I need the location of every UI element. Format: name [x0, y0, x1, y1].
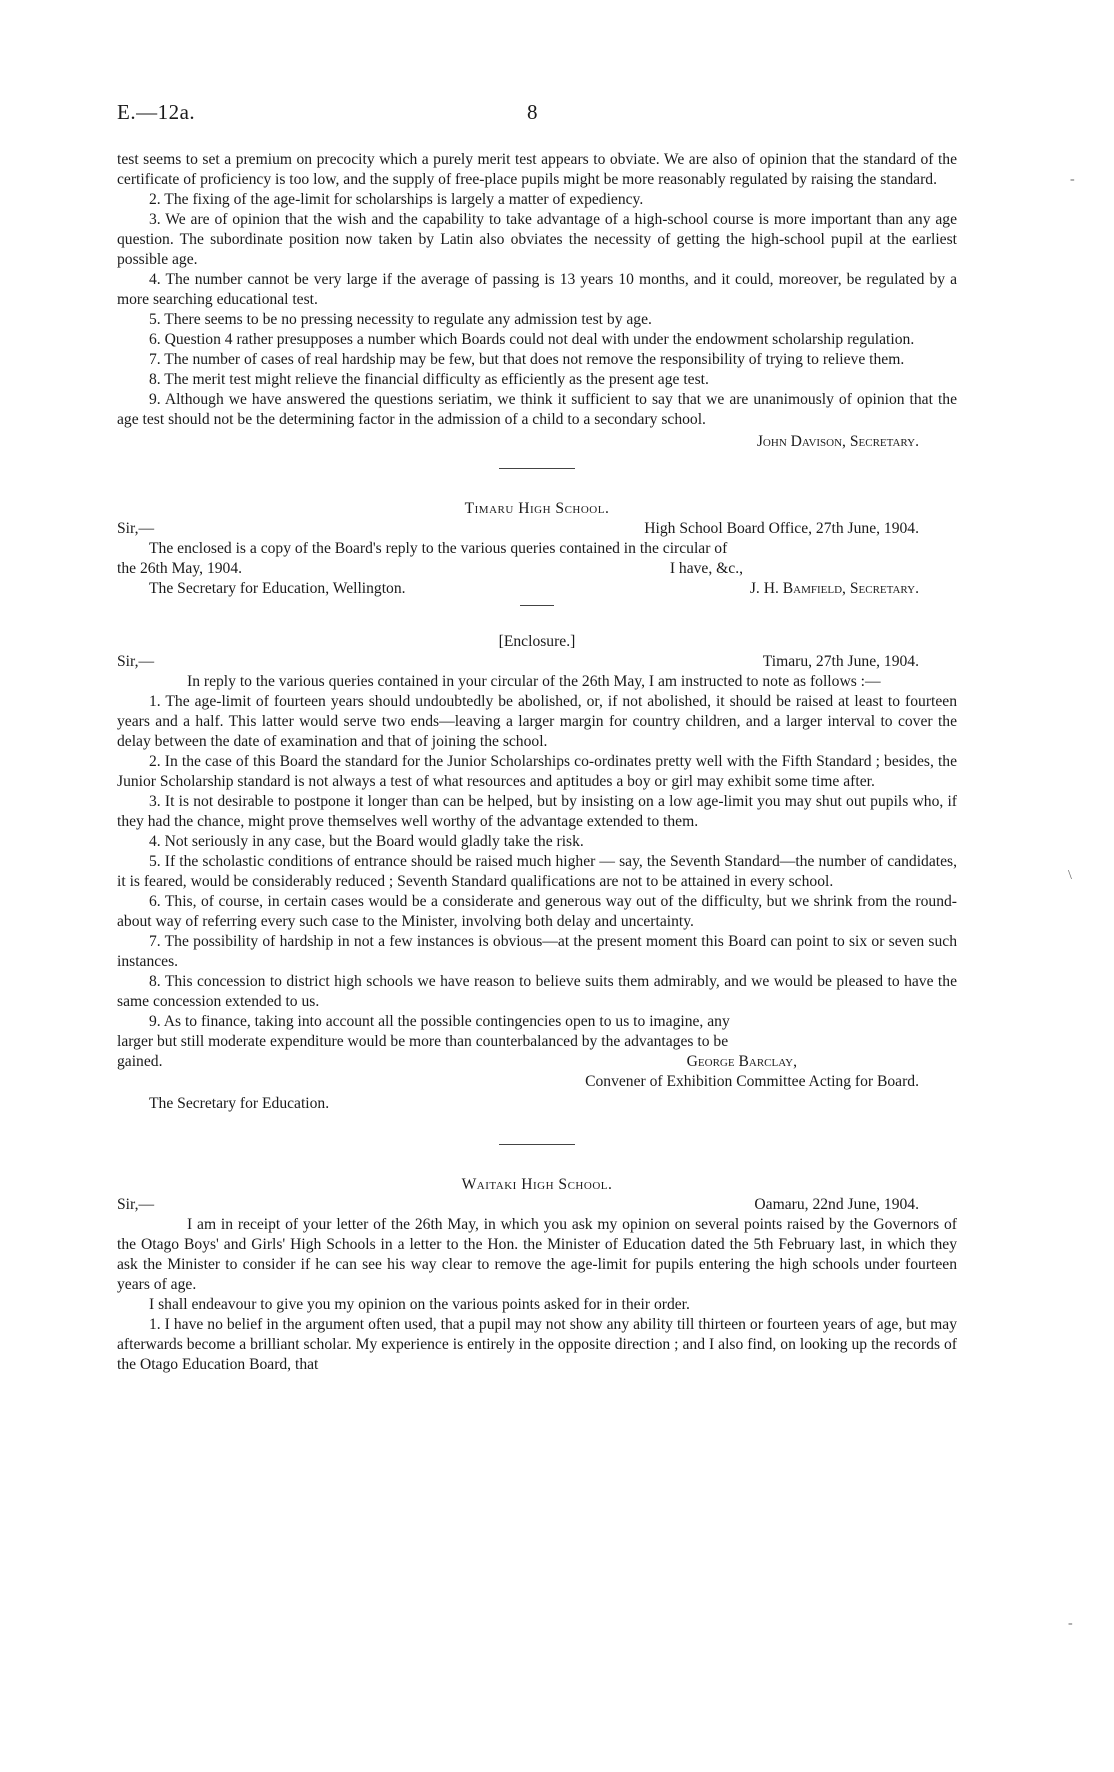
- paragraph: I shall endeavour to give you my opinion on the various points asked for in their order.: [149, 1296, 690, 1313]
- waitaki-letter: [117, 1175, 957, 1375]
- salutation-row: [117, 1195, 957, 1215]
- paragraph: 8. The merit test might relieve the financial difficulty as efficiently as the present age test.: [149, 371, 709, 388]
- margin-mark: -: [1068, 1616, 1073, 1631]
- signature-name: George Barclay,: [686, 1053, 797, 1070]
- paragraph: 2. The fixing of the age-limit for scholarships is largely a matter of expediency.: [149, 191, 644, 208]
- paragraph: test seems to set a premium on precocity which a purely merit test appears to obviate. We are also of opinion that the standard of the certificate of proficiency is too low, and the supply of free-place pupils might be more reasonably regulated by raising the standard.: [117, 151, 957, 188]
- paragraph: 3. It is not desirable to postpone it longer than can be helped, but by insisting on a low age-limit you may shut out pupils who, if they had the chance, might prove themselves well worthy of the advantage extended to them.: [117, 793, 957, 830]
- timaru-letter: [117, 499, 957, 599]
- paragraph-line: 9. As to finance, taking into account all the possible contingencies open to us to imagine, any: [149, 1013, 730, 1030]
- margin-mark: -: [1070, 172, 1075, 187]
- paragraph: 4. The number cannot be very large if the average of passing is 13 years 10 months, and it could, moreover, be regulated by a more searching educational test.: [117, 271, 957, 308]
- paragraph: The enclosed is a copy of the Board's reply to the various queries contained in the circular of: [149, 540, 728, 557]
- text-fragment: gained.: [117, 1053, 163, 1070]
- salutation: Sir,—: [117, 520, 155, 537]
- section-divider: [520, 605, 554, 606]
- section-title: Timaru High School.: [464, 500, 610, 517]
- letter-address: High School Board Office, 27th June, 1904.: [644, 520, 919, 537]
- paragraph: 5. There seems to be no pressing necessity to regulate any admission test by age.: [149, 311, 652, 328]
- margin-mark: \: [1068, 868, 1072, 883]
- place-date: Timaru, 27th June, 1904.: [762, 653, 919, 670]
- paragraph: 7. The possibility of hardship in not a few instances is obvious—at the present moment this Board can point to six or seven such instances.: [117, 933, 957, 970]
- closing: I have, &c.,: [669, 560, 743, 577]
- enclosure: [117, 632, 957, 1114]
- paragraph: In reply to the various queries contained in your circular of the 26th May, I am instructed to note as follows :—: [187, 673, 881, 690]
- signature-title: Convener of Exhibition Committee Acting for Board.: [585, 1073, 919, 1090]
- paragraph: 7. The number of cases of real hardship may be few, but that does not remove the responsibility of trying to relieve them.: [149, 351, 905, 368]
- addressee: The Secretary for Education.: [149, 1095, 330, 1112]
- paragraph: 8. This concession to district high schools we have reason to believe suits them admirably, and we would be pleased to have the same concession extended to us.: [117, 973, 957, 1010]
- paragraph: 3. We are of opinion that the wish and the capability to take advantage of a high-school course is more important than any age question. The subordinate position now taken by Latin also obviates the necessity of getting the high-school pupil at the earliest possible age.: [117, 211, 957, 268]
- closing-row: [117, 1052, 957, 1072]
- addressee-row: [117, 579, 957, 599]
- davison-reply: [117, 150, 957, 452]
- section-title: [Enclosure.]: [498, 633, 576, 650]
- place-date: Oamaru, 22nd June, 1904.: [754, 1196, 919, 1213]
- closing-row: [117, 559, 957, 579]
- paragraph: 1. The age-limit of fourteen years should undoubtedly be abolished, or, if not abolished, it should be raised at least to fourteen years and a half. This latter would serve two ends—leaving a larger margin for country children, and a larger interval to cover the delay between the date of examination and that of joining the school.: [117, 693, 957, 750]
- paragraph: 6. Question 4 rather presupposes a number which Boards could not deal with under the endowment scholarship regulation.: [149, 331, 915, 348]
- paragraph: 1. I have no belief in the argument often used, that a pupil may not show any ability till thirteen or fourteen years of age, but may afterwards become a brilliant scholar. My experience is entirely in the opposite direction ; and I also find, on looking up the records of the Otago Education Board, that: [117, 1316, 957, 1373]
- section-divider: [499, 1144, 575, 1145]
- paragraph-line: larger but still moderate expenditure would be more than counterbalanced by the advantages to be: [117, 1033, 729, 1050]
- salutation-row: [117, 652, 957, 672]
- page-number: 8: [527, 100, 538, 124]
- addressee: The Secretary for Education, Wellington.: [149, 580, 406, 597]
- paragraph: 6. This, of course, in certain cases would be a considerate and generous way out of the difficulty, but we shrink from the round-about way of referring every such case to the Minister, involving both delay and uncertainty.: [117, 893, 957, 930]
- signature: J. H. Bamfield, Secretary.: [749, 580, 919, 597]
- section-title: Waitaki High School.: [461, 1176, 613, 1193]
- paragraph: 5. If the scholastic conditions of entrance should be raised much higher — say, the Seventh Standard—the number of candidates, it is feared, would be considerably reduced ; Seventh Standard qualifications are not to be attained in every school.: [117, 853, 957, 890]
- salutation: Sir,—: [117, 1196, 155, 1213]
- paragraph: 4. Not seriously in any case, but the Board would gladly take the risk.: [149, 833, 584, 850]
- paragraph: I am in receipt of your letter of the 26th May, in which you ask my opinion on several points raised by the Governors of the Otago Boys' and Girls' High Schools in a letter to the Hon. the Minister of Education dated the 5th February last, in which they ask the Minister to consider if he can see his way clear to remove the age-limit for pupils entering the high schools under fourteen years of age.: [117, 1216, 957, 1293]
- paragraph: 2. In the case of this Board the standard for the Junior Scholarships co-ordinates pretty well with the Fifth Standard ; besides, the Junior Scholarship standard is not always a test of what resources and aptitudes a boy or girl may exhibit some time after.: [117, 753, 957, 790]
- page-reference: E.—12a.: [117, 100, 196, 124]
- section-divider: [499, 468, 575, 469]
- signature: John Davison, Secretary.: [756, 433, 919, 450]
- page-body: [117, 150, 957, 1375]
- salutation-row: [117, 519, 957, 539]
- salutation: Sir,—: [117, 653, 155, 670]
- paragraph: 9. Although we have answered the questions seriatim, we think it sufficient to say that we are unanimously of opinion that the age test should not be the determining factor in the admission of a child to a secondary school.: [117, 391, 957, 428]
- text-fragment: the 26th May, 1904.: [117, 560, 243, 577]
